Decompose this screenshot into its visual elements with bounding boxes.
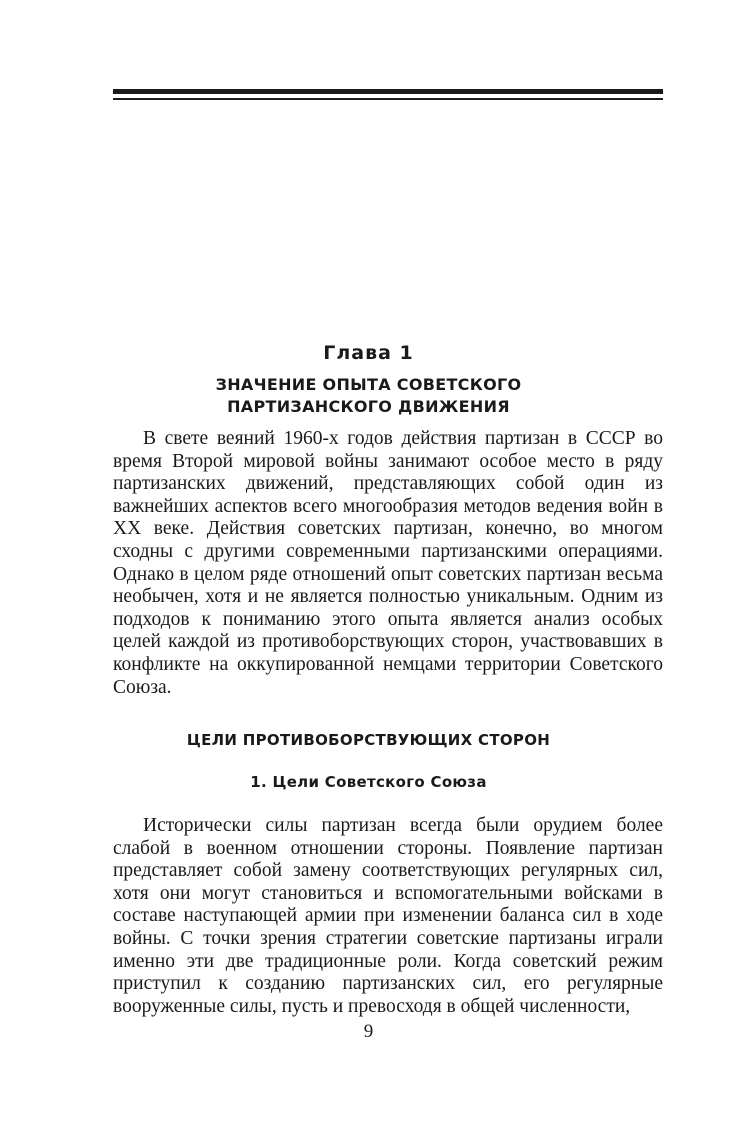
top-rule-thick xyxy=(113,89,663,94)
page-number: 9 xyxy=(363,1021,374,1042)
chapter-label: Глава 1 xyxy=(323,342,414,364)
subsection-heading: 1. Цели Советского Союза xyxy=(250,773,487,791)
intro-paragraph: В свете веяний 1960-х годов действия партизан в СССР во время Второй мировой войны занимают особое место в ряду партизанских движений, представляющих собой один из важнейших аспектов всего многообразия методов ведения войн в XX веке. Действия советских партизан, конечно, во многом сходны с другими современными партизанскими операциями. Однако в целом ряде отношений опыт советских партизан весьма необычен, хотя и не является полностью уникальным. Одним из подходов к пониманию этого опыта является анализ особых целей каждой из противоборствующих сторон, участвовавших в конфликте на оккупированной немцами территории Советского Союза. xyxy=(113,428,663,698)
section-heading: ЦЕЛИ ПРОТИВОБОРСТВУЮЩИХ СТОРОН xyxy=(186,731,551,749)
top-rule-thin xyxy=(113,98,663,100)
chapter-title xyxy=(0,374,737,418)
chapter-title-line-2: ПАРТИЗАНСКОГО ДВИЖЕНИЯ xyxy=(227,397,510,416)
chapter-title-line-1: ЗНАЧЕНИЕ ОПЫТА СОВЕТСКОГО xyxy=(215,375,522,394)
section-paragraph: Исторически силы партизан всегда были орудием более слабой в военном отношении стороны. Появление партизан представляет собой замену соответствующих регулярных сил, хотя они могут становиться и вспомогательными войсками в составе наступающей армии при изменении баланса сил в ходе войны. С точки зрения стратегии советские партизаны играли именно эти две традиционные роли. Когда советский режим приступил к созданию партизанских сил, его регулярные вооруженные силы, пусть и превосходя в общей численности, xyxy=(113,815,663,1017)
